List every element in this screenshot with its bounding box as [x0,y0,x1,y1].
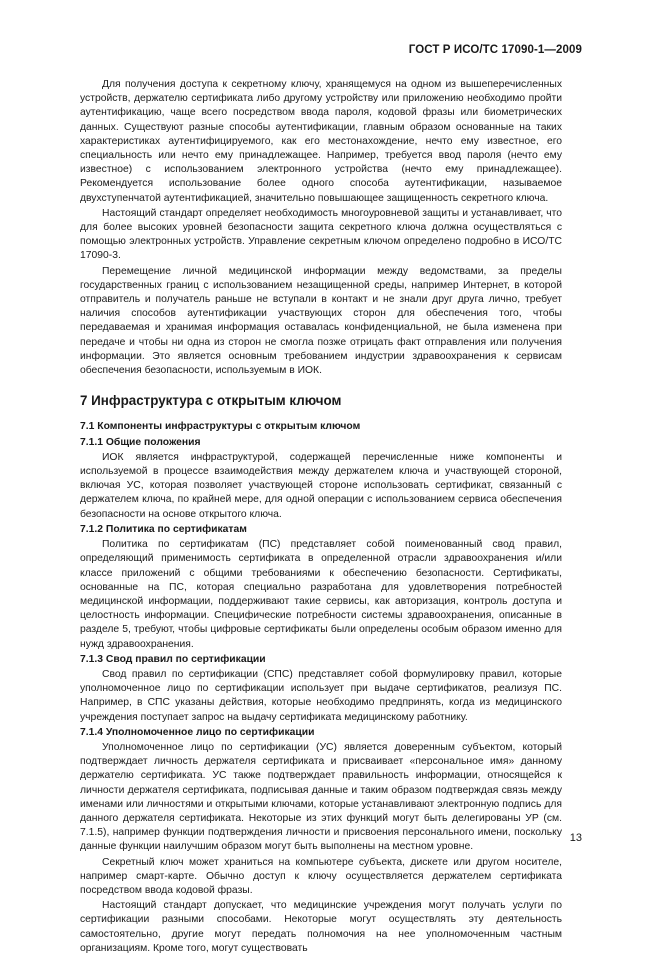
subsection-heading: 7.1.3 Свод правил по сертификации [80,653,266,665]
paragraph: Уполномоченное лицо по сертификации (УС) является доверенным субъектом, который подтверждает личность держателя сертификата и присваивает «персональное имя» данному держателю сертификата. УС также подтверждает правильность информации, относящейся к личности держателя сертификата, подписывая данные и таким образом подтверждая связь между именами или личностями и открытыми ключами, которые устанавливают электронную подпись для данного держателя сертификата. Некоторые из этих функций могут быть делегированы УР (см. 7.1.5), например функции подтверждения личности и присвоения персонального имени, поскольку данные функции наилучшим образом могут быть выполнены на местном уровне. [80,741,562,853]
paragraph: Для получения доступа к секретному ключу, хранящемуся на одном из вышеперечисленных устройств, держателю сертификата либо другому устройству или приложению необходимо пройти аутентификацию, чаще всего посредством ввода пароля, кодовой фразы или биометрических данных. Существуют разные способы аутентификации, главным образом основанные на таких характеристиках аутентифицируемого, как его местонахождение, нечто ему известное, его специальность или нечто ему принадлежащее. Например, требуется ввод пароля (нечто ему известное) с использованием электронного устройства (нечто ему принадлежащее). Рекомендуется использование более одного способа аутентификации, называемое двухступенчатой аутентификацией, значительно повышающее защищенность секретного ключа. [80,79,562,204]
subsection-heading: 7.1.2 Политика по сертификатам [80,523,247,535]
paragraph: ИОК является инфраструктурой, содержащей перечисленные ниже компоненты и используемой в процессе взаимодействия между держателем ключа и участвующей стороной, включая УС, которая позволяет участвующей стороне использовать сертификат, связанный с держателем ключа, по крайней мере, для одной операции с использованием сервиса обеспечения безопасности на основе открытого ключа. [80,451,562,520]
paragraph: Свод правил по сертификации (СПС) представляет собой формулировку правил, которые уполномоченное лицо по сертификации использует при выдаче сертификатов, реализуя ПС. Например, в СПС указаны действия, которые необходимо предпринять, когда из медицинского учреждения поступает запрос на выдачу сертификата медицинскому работнику. [80,668,562,723]
document-header: ГОСТ Р ИСО/ТС 17090-1—2009 [408,44,582,56]
section-heading: 7 Инфраструктура с открытым ключом [80,393,342,409]
subsection-heading: 7.1 Компоненты инфраструктуры с открытым ключом [80,421,361,433]
paragraph: Политика по сертификатам (ПС) представляет собой поименованный свод правил, определяющий применимость сертификата в определенной отрасли здравоохранения и/или классе приложений с общими требованиями к обеспечению безопасности. Сертификаты, основанные на ПС, которая специально разработана для удовлетворения потребностей медицинской информации, поддерживают такие сервисы, как авторизация, контроль доступа и целостность информации. Специфические потребности системы здравоохранения, описанные в разделе 5, требуют, чтобы цифровые сертификаты были определены особым образом именно для нужд здравоохранения. [80,539,562,650]
paragraph: Настоящий стандарт определяет необходимость многоуровневой защиты и устанавливает, что для более высоких уровней безопасности защита секретного ключа должна осуществляться с помощью электронных устройств. Управление секретным ключом определено подробно в ИСО/ТС 17090-3. [80,207,562,262]
subsection-heading: 7.1.4 Уполномоченное лицо по сертификации [80,726,315,738]
paragraph: Перемещение личной медицинской информации между ведомствами, за пределы государственных границ с использованием незащищенной среды, например Интернет, в которой отправитель и получатель раньше не вступали в контакт и не знали друг друга лично, требует наличия способов аутентификации участвующих сторон для обеспечения того, чтобы передаваемая и хранимая информация оставалась конфиденциальной, не была изменена при передаче и чтобы ни одна из сторон не смогла позже отрицать факт отправления или получения информации. Это является основным требованием индустрии здравоохранения к сервисам обеспечения безопасности, используемым в ИОК. [80,265,562,377]
subsection-heading: 7.1.1 Общие положения [80,436,201,448]
document-body [80,78,562,956]
paragraph: Секретный ключ может храниться на компьютере субъекта, дискете или другом носителе, например смарт-карте. Обычно доступ к ключу осуществляется держателем сертификата посредством ввода кодовой фразы. [80,856,562,896]
page-number: 13 [569,832,582,844]
paragraph: Настоящий стандарт допускает, что медицинские учреждения могут получать услуги по сертификации разными способами. Некоторые могут осуществлять эту деятельность самостоятельно, другие могут передать полномочия на нее уполномоченным частным организациям. Кроме того, могут существовать [80,900,562,954]
